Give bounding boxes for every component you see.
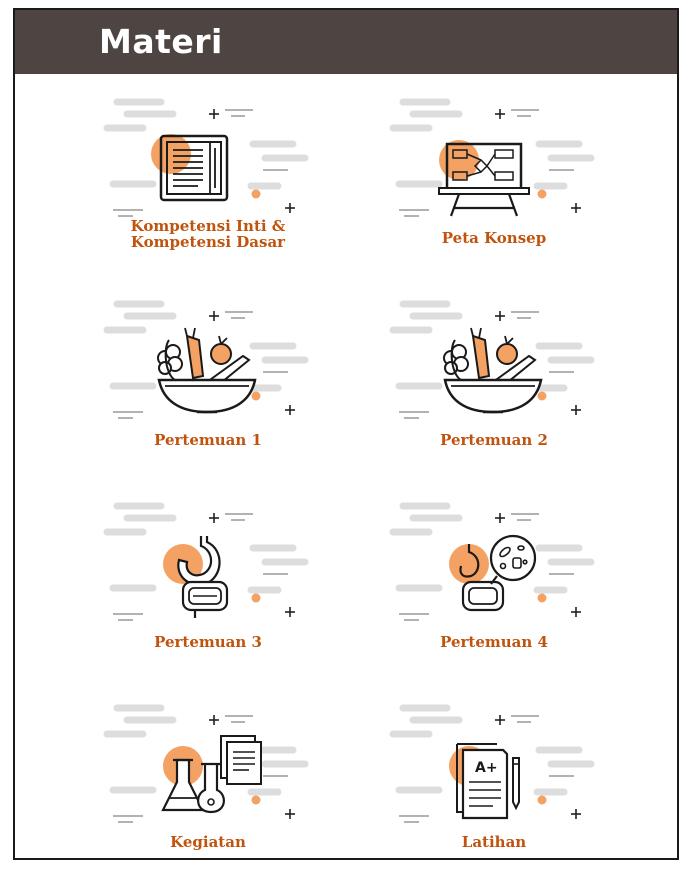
- card-peta-konsep[interactable]: [389, 92, 609, 272]
- card-label: Kegiatan: [170, 833, 246, 851]
- page-title: Materi: [99, 22, 223, 61]
- svg-text:A+: A+: [475, 760, 498, 776]
- card-latihan[interactable]: [389, 698, 609, 878]
- card-label: Pertemuan 4: [440, 633, 548, 651]
- card-pertemuan-2[interactable]: [389, 294, 609, 474]
- card-kegiatan[interactable]: [103, 698, 323, 878]
- card-kompetensi[interactable]: [103, 92, 323, 272]
- card-label: Kompetensi Inti & Kompetensi Dasar: [130, 217, 286, 251]
- digestive-bacteria-icon: [389, 496, 599, 626]
- card-label: Peta Konsep: [441, 229, 547, 247]
- digestive-system-icon: [103, 496, 313, 626]
- card-label: Pertemuan 1: [154, 431, 262, 449]
- card-label: Latihan: [461, 833, 527, 851]
- presentation-board-icon: [389, 92, 599, 222]
- graded-paper-icon: [389, 698, 599, 828]
- card-pertemuan-4[interactable]: [389, 496, 609, 676]
- document-icon: [103, 92, 313, 222]
- app-window: [13, 8, 679, 860]
- card-label: Pertemuan 2: [440, 431, 548, 449]
- vegetable-bowl-icon: [103, 294, 313, 424]
- card-label: Pertemuan 3: [154, 633, 262, 651]
- header-bar: [15, 10, 677, 74]
- lab-flask-icon: [103, 698, 313, 828]
- card-pertemuan-1[interactable]: [103, 294, 323, 474]
- card-pertemuan-3[interactable]: [103, 496, 323, 676]
- vegetable-bowl-icon: [389, 294, 599, 424]
